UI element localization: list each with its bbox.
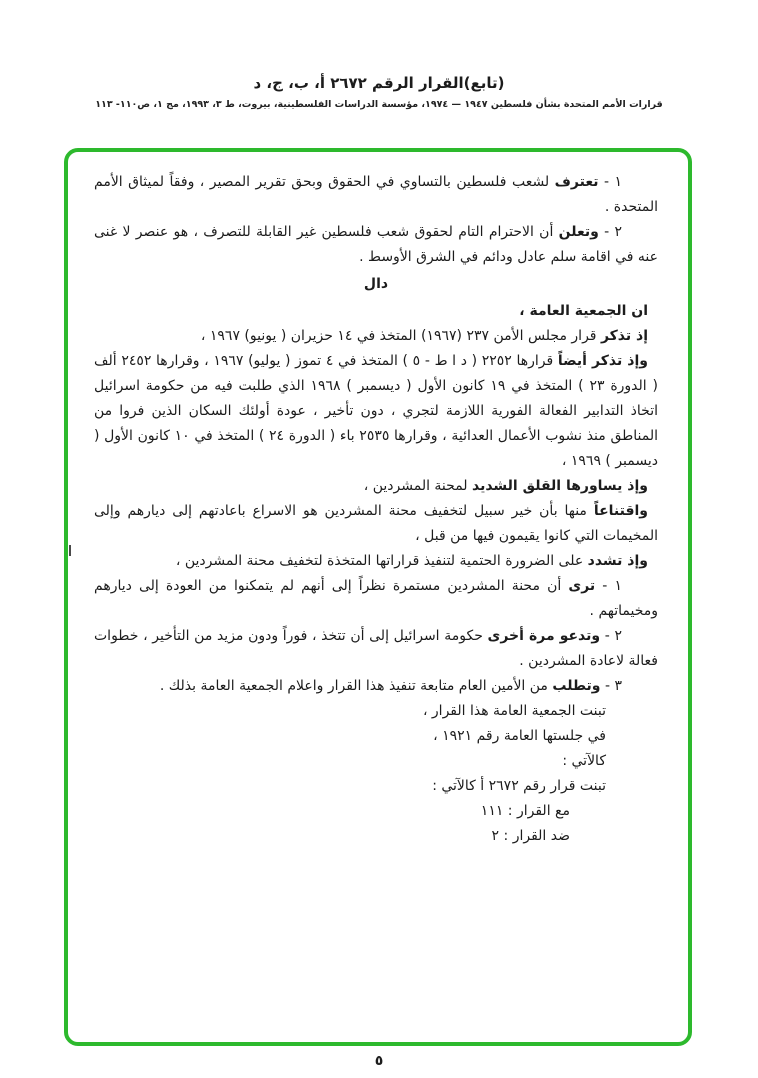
paragraph-text: منها بأن خير سبيل لتخفيف محنة المشردين هو الاسراع باعادتهم إلى ديارهم وإلى المخيمات التي كانوا يقيمون فيها من قبل ، xyxy=(94,503,658,544)
paragraph-lead: وإذ تذكر أيضاً xyxy=(557,353,648,369)
document-body xyxy=(68,152,688,849)
paragraph xyxy=(94,499,658,549)
vote-count xyxy=(94,799,658,824)
paragraph-text: من الأمين العام متابعة تنفيذ هذا القرار واعلام الجمعية العامة بذلك . xyxy=(159,678,553,694)
paragraph-text: قرار مجلس الأمن ٢٣٧ (١٩٦٧) المتخذ في ١٤ حزيران ( يونيو) ١٩٦٧ ، xyxy=(200,328,601,344)
paragraph-text: مع القرار : ١١١ xyxy=(480,803,570,819)
paragraph-number: ١ - xyxy=(598,174,622,190)
paragraph-lead: وتعلن xyxy=(558,224,599,240)
adoption-note xyxy=(94,774,658,799)
paragraph xyxy=(94,674,658,699)
paragraph xyxy=(94,349,658,474)
paragraph xyxy=(94,220,658,270)
paragraph-lead: تعترف xyxy=(554,174,599,190)
paragraph-number: ٢ - xyxy=(600,628,622,644)
paragraph-text: لشعب فلسطين بالتساوي في الحقوق وبحق تقرير المصير ، وفقاً لميثاق الأمم المتحدة . xyxy=(94,174,658,215)
paragraph-text: لمحنة المشردين ، xyxy=(363,478,472,494)
paragraph-lead: ان الجمعية العامة ، xyxy=(519,303,648,319)
header-citation: قرارات الأمم المتحدة بشأن فلسطين ١٩٤٧ — ١٩٧٤، مؤسسة الدراسات الفلسطينية، بيروت، ط ٣، ١٩٩٣، مج ١، ص١١٠- ١١٣ xyxy=(95,99,663,110)
paragraph xyxy=(94,324,658,349)
paragraph-text: تبنت الجمعية العامة هذا القرار ، xyxy=(422,703,606,719)
paragraph-number: ٣ - xyxy=(600,678,622,694)
vote-count xyxy=(94,824,658,849)
paragraph-text: كالآتي : xyxy=(562,753,606,769)
paragraph-text: حكومة اسرائيل إلى أن تتخذ ، فوراً ودون مزيد من التأخير ، خطوات فعالة لاعادة المشردين . xyxy=(94,628,658,669)
paragraph-lead: ترى xyxy=(568,578,596,594)
paragraph xyxy=(94,299,658,324)
paragraph-text: في جلستها العامة رقم ١٩٢١ ، xyxy=(433,728,606,744)
paragraph-text: أن محنة المشردين مستمرة نظراً إلى أنهم لم يتمكنوا من العودة إلى ديارهم ومخيماتهم . xyxy=(94,578,658,619)
adoption-note xyxy=(94,699,658,724)
paragraph-lead: إذ تذكر xyxy=(600,328,648,344)
paragraph xyxy=(94,170,658,220)
page-number: ٥ xyxy=(374,1053,384,1069)
header-title: (تابع)القرار الرقم ٢٦٧٢ أ، ب، ج، د xyxy=(253,74,505,92)
paragraph xyxy=(94,574,658,624)
paragraph xyxy=(94,549,658,574)
adoption-note xyxy=(94,749,658,774)
paragraph xyxy=(94,474,658,499)
document-header xyxy=(0,74,758,110)
paragraph-lead: وتدعو مرة أخرى xyxy=(487,628,601,644)
paragraph-text: أن الاحترام التام لحقوق شعب فلسطين غير القابلة للتصرف ، هو عنصر لا غنى عنه في اقامة سلم عادل ودائم في الشرق الأوسط . xyxy=(94,224,658,265)
paragraph-lead: وتطلب xyxy=(552,678,601,694)
scan-artifact-mark xyxy=(69,545,71,556)
paragraph xyxy=(94,624,658,674)
paragraph-lead: وإذ تشدد xyxy=(587,553,648,569)
paragraph-text: قرارها ٢٢٥٢ ( د ا ط - ٥ ) المتخذ في ٤ تموز ( يوليو) ١٩٦٧ ، وقرارها ٢٤٥٢ ألف ( الدورة ٢٣ ) المتخذ في ١٩ كانون الأول ( ديسمبر ) ١٩٦٨ الذي طلبت فيه من حكومة اسرائيل اتخاذ التدابير الفعالة الفورية اللازمة لتجري ، دون تأخير ، عودة أولئك السكان الذين فروا من المناطق منذ نشوب الأعمال العدائية ، وقرارها ٢٥٣٥ باء ( الدورة ٢٤ ) المتخذ في ١٠ كانون الأول ( ديسمبر ) ١٩٦٩ ، xyxy=(94,353,658,469)
paragraph-lead: واقتناعاً xyxy=(593,503,648,519)
adoption-note xyxy=(94,724,658,749)
paragraph-lead: وإذ يساورها القلق الشديد xyxy=(472,478,648,494)
section-heading xyxy=(94,272,658,297)
section-heading-text: دال xyxy=(363,276,389,292)
document-frame xyxy=(64,148,692,1046)
paragraph-number: ١ - xyxy=(595,578,622,594)
paragraph-text: على الضرورة الحتمية لتنفيذ قراراتها المتخذة لتخفيف محنة المشردين ، xyxy=(175,553,588,569)
paragraph-number: ٢ - xyxy=(598,224,623,240)
paragraph-text: ضد القرار : ٢ xyxy=(491,828,570,844)
paragraph-text: تبنت قرار رقم ٢٦٧٢ أ كالآتي : xyxy=(432,778,606,794)
